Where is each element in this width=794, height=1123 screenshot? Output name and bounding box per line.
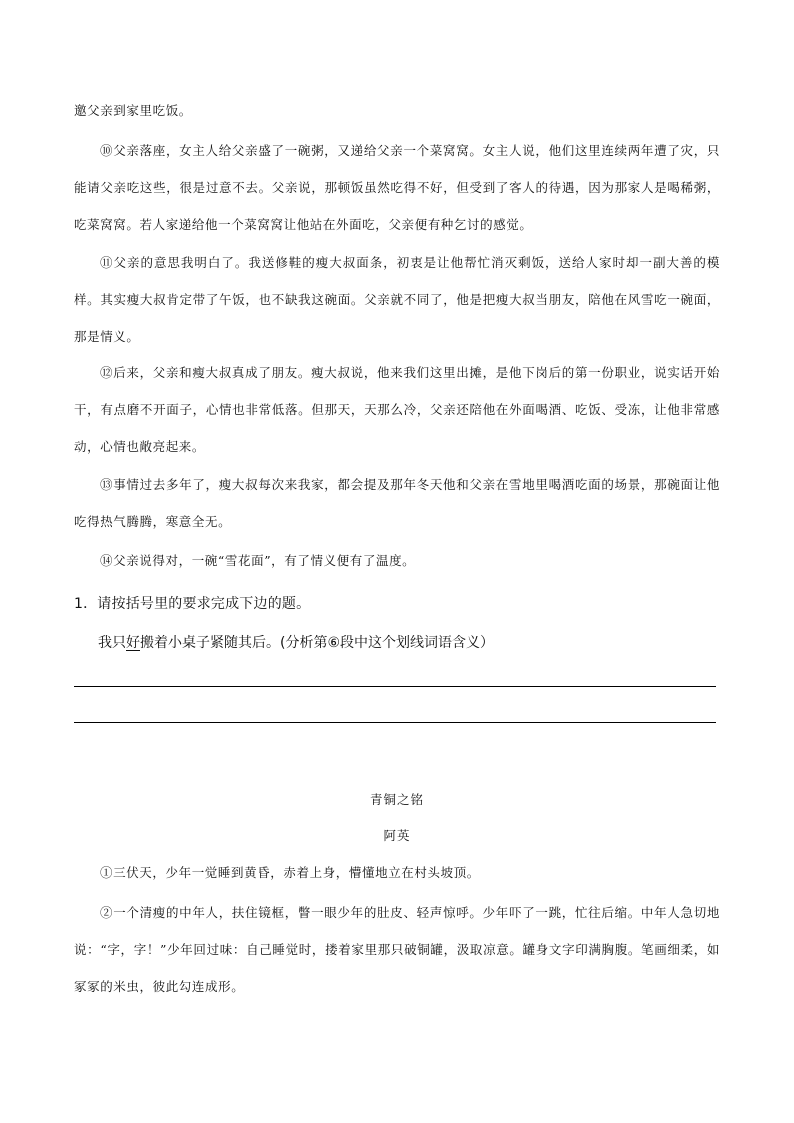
passage-author: 阿英	[383, 828, 411, 843]
paragraph-14: ⑭父亲说得对，一碗“雪花面”，有了情义便有了温度。	[100, 553, 416, 568]
paragraph-continuation: 邀父亲到家里吃饭。	[74, 103, 192, 118]
question-prompt	[98, 632, 718, 654]
paragraph-11: ⑪父亲的意思我明白了。我送修鞋的瘦大叔面条，初衷是让他帮忙消灭剩饭，送给人家时却一副大善的模样。其实瘦大叔肯定带了午饭，也不缺我这碗面。父亲就不同了，他是把瘦大叔当朋友，陪他在风雪吃一碗面，那是情义。	[74, 255, 720, 344]
answer-line-2[interactable]	[74, 722, 716, 723]
paragraph-13: ⑬事情过去多年了，瘦大叔每次来我家，都会提及那年冬天他和父亲在雪地里喝酒吃面的场景，那碗面让他吃得热气腾腾，寒意全无。	[74, 477, 720, 529]
paragraph-12: ⑫后来，父亲和瘦大叔真成了朋友。瘦大叔说，他来我们这里出摊，是他下岗后的第一份职业，说实话开始干，有点磨不开面子，心情也非常低落。但那天，天那么冷，父亲还陪他在外面喝酒、吃饭、受冻，让他非常感动，心情也敞亮起来。	[74, 365, 720, 454]
passage-title: 青铜之铭	[369, 792, 424, 807]
prompt-before: 我只	[98, 635, 126, 651]
underlined-word: 好	[126, 635, 140, 651]
question-title: 1．请按括号里的要求完成下边的题。	[74, 596, 311, 612]
passage2-paragraph-2: ②一个清瘦的中年人，扶住镜框，瞥一眼少年的肚皮、轻声惊呼。少年吓了一跳，忙往后缩。中年人急切地说：“字，字！”少年回过味：自己睡觉时，搂着家里那只破铜罐，汲取凉意。罐身文字印满胸腹。笔画细柔，如冢冢的米虫，彼此勾连成形。	[74, 905, 720, 994]
prompt-after: 搬着小桌子紧随其后。(分析第⑥段中这个划线词语含义）	[140, 635, 495, 651]
answer-line-1[interactable]	[74, 686, 716, 687]
passage2-paragraph-1: ①三伏天，少年一觉睡到黄昏，赤着上身，懵懂地立在村头坡顶。	[100, 865, 480, 880]
paragraph-10: ⑩父亲落座，女主人给父亲盛了一碗粥，又递给父亲一个菜窝窝。女主人说，他们这里连续两年遭了灾，只能请父亲吃这些，很是过意不去。父亲说，那顿饭虽然吃得不好，但受到了客人的待遇，因为那家人是喝稀粥，吃菜窝窝。若人家递给他一个菜窝窝让他站在外面吃，父亲便有种乞讨的感觉。	[74, 143, 720, 232]
